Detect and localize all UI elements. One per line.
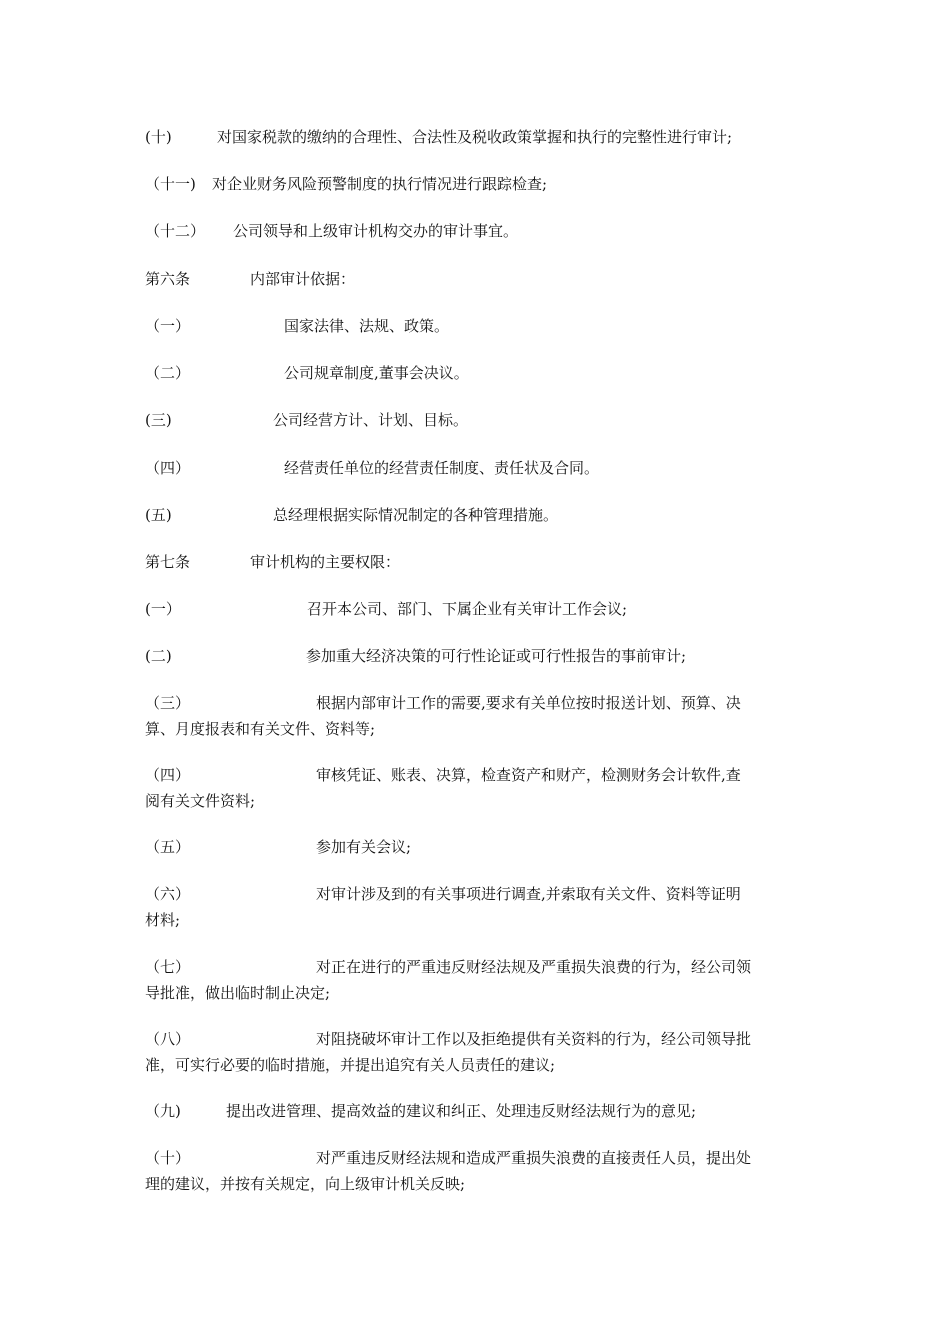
item-text: 对严重违反财经法规和造成严重损失浪费的直接责任人员，提出处 <box>316 1149 752 1167</box>
item-text: 对审计涉及到的有关事项进行调查,并索取有关文件、资料等证明 <box>316 885 741 903</box>
item-text: 公司经营方计、计划、目标。 <box>273 411 469 429</box>
item-text: 根据内部审计工作的需要,要求有关单位按时报送计划、预算、决 <box>316 694 741 712</box>
item-marker: （六） <box>145 885 191 903</box>
item-marker: （三） <box>145 694 191 712</box>
item-marker: （八） <box>145 1030 191 1048</box>
item-text: 对企业财务风险预警制度的执行情况进行跟踪检查; <box>212 175 548 193</box>
item-marker: （二） <box>145 364 191 382</box>
article-number: 第七条 <box>145 553 191 571</box>
item-marker: (二) <box>145 647 172 665</box>
article-title: 内部审计依据： <box>250 270 356 288</box>
item-marker: （四） <box>145 459 191 477</box>
item-marker: （九) <box>145 1102 181 1120</box>
item-text-continued: 准，可实行必要的临时措施，并提出追究有关人员责任的建议; <box>145 1056 556 1074</box>
item-text: 提出改进管理、提高效益的建议和纠正、处理违反财经法规行为的意见; <box>226 1102 697 1120</box>
item-text: 公司领导和上级审计机构交办的审计事宜。 <box>233 222 519 240</box>
item-marker: （一） <box>145 317 191 335</box>
item-text: 参加重大经济决策的可行性论证或可行性报告的事前审计; <box>306 647 687 665</box>
item-marker: （四） <box>145 766 191 784</box>
item-text-continued: 导批准，做出临时制止决定; <box>145 984 331 1002</box>
item-marker: (三) <box>145 411 172 429</box>
article-number: 第六条 <box>145 270 191 288</box>
item-marker: (十) <box>145 128 172 146</box>
item-text: 国家法律、法规、政策。 <box>284 317 450 335</box>
item-text: 召开本公司、部门、下属企业有关审计工作会议; <box>307 600 628 618</box>
item-text: 对国家税款的缴纳的合理性、合法性及税收政策掌握和执行的完整性进行审计; <box>217 128 733 146</box>
item-marker: （七） <box>145 958 191 976</box>
item-marker: （十一) <box>145 175 196 193</box>
item-text: 对阻挠破坏审计工作以及拒绝提供有关资料的行为，经公司领导批 <box>316 1030 752 1048</box>
item-text-continued: 材料; <box>145 911 181 929</box>
item-text: 对正在进行的严重违反财经法规及严重损失浪费的行为，经公司领 <box>316 958 752 976</box>
item-text: 审核凭证、账表、决算，检查资产和财产，检测财务会计软件,查 <box>316 766 741 784</box>
item-text: 公司规章制度,董事会决议。 <box>284 364 469 382</box>
item-marker: (五) <box>145 506 172 524</box>
item-marker: （十） <box>145 1149 191 1167</box>
article-title: 审计机构的主要权限： <box>250 553 401 571</box>
item-text-continued: 阅有关文件资料; <box>145 792 256 810</box>
item-marker: (一） <box>145 600 181 618</box>
item-text: 总经理根据实际情况制定的各种管理措施。 <box>273 506 559 524</box>
item-marker: （五） <box>145 838 191 856</box>
item-text: 经营责任单位的经营责任制度、责任状及合同。 <box>284 459 600 477</box>
item-text: 参加有关会议; <box>316 838 412 856</box>
item-text-continued: 算、月度报表和有关文件、资料等; <box>145 720 376 738</box>
item-marker: （十二） <box>145 222 206 240</box>
item-text-continued: 理的建议，并按有关规定，向上级审计机关反映; <box>145 1175 466 1193</box>
